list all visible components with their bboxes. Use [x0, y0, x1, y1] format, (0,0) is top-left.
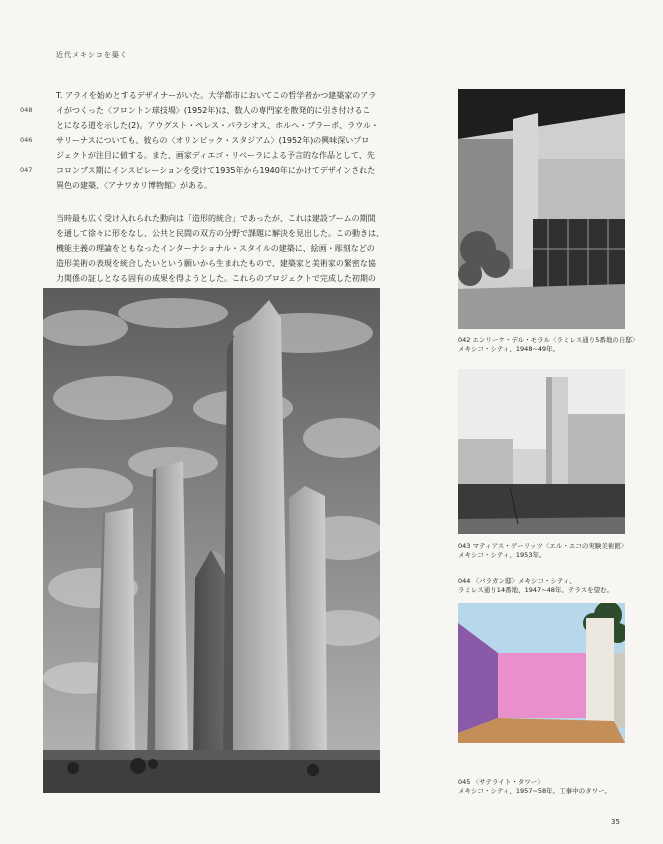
caption-line: 043 マティアス・ゲーリッツ〈エル・エコの実験美術館〉 — [458, 542, 628, 550]
body-line: 当時最も広く受け入れられた動向は「造形的統合」であったが、これは建設ブームの期間 — [56, 214, 376, 223]
body-line: 機能主義の理論をともなったインターナショナル・スタイルの建築に、絵画・彫刻などの — [56, 244, 375, 253]
body-line: ジェクトが注目に値する。また、画家ディエゴ・リベーラによる予言的な作品として、先 — [56, 151, 375, 160]
caption-line: 044 〈バラガン邸〉メキシコ・シティ、 — [458, 577, 576, 585]
body-line: 造形美術の表現を統合したいという願いから生まれたもので、建築家と美術家の緊密な協 — [56, 259, 376, 268]
satellite-towers-photo — [43, 288, 380, 793]
caption-043 — [458, 542, 648, 560]
caption-line: メキシコ・シティ、1948~49年。 — [458, 345, 560, 353]
caption-line: メキシコ・シティ、1957~58年。工事中のタワー。 — [458, 787, 611, 795]
running-title: 近代メキシコを築く — [56, 51, 128, 59]
caption-line: ラミレス通り14番地、1947~48年。テラスを望む。 — [458, 586, 614, 594]
body-line: T. アライを始めとするデザイナーがいた。大学都市においてこの哲学者かつ建築家のアラ — [56, 91, 377, 100]
figure-ref-046: 046 — [20, 136, 33, 144]
body-line: とになる道を示した(2)。アウグスト・ペレス・パラシオス、ホルヘ・ブラーボ、ラウル・ — [56, 121, 379, 130]
body-line: を通して徐々に形をなし、公共と民間の双方の分野で課題に解決を見出した。この動きは、 — [56, 229, 384, 238]
body-line: コロンブス期にインスピレーションを受けて1935年から1940年にかけてデザインされた — [56, 166, 376, 175]
body-line: 異色の建築、〈アナワカリ博物館〉がある。 — [56, 181, 212, 190]
barragan-terrace-photo — [458, 603, 625, 743]
figure-ref-047: 047 — [20, 166, 33, 174]
body-text — [56, 88, 390, 286]
caption-line: 042 エンリーケ・デル・モラル〈ラミレス通り5番地の自邸〉 — [458, 336, 639, 344]
page-number: 35 — [611, 818, 620, 826]
el-eco-museum-photo — [458, 369, 625, 534]
del-moral-house-photo — [458, 89, 625, 329]
caption-line: メキシコ・シティ、1953年。 — [458, 551, 546, 559]
caption-042 — [458, 336, 648, 354]
body-line: イがつくった〈フロントン球技場〉(1952年)は、数人の専門家を散発的に引き付けるこ — [56, 106, 371, 115]
caption-044 — [458, 577, 648, 595]
body-line: 力関係の証しとなる固有の成果を得ようとした。これらのプロジェクトで完成した初期の — [56, 274, 376, 283]
caption-045 — [458, 778, 648, 796]
caption-line: 045 〈サテライト・タワー〉 — [458, 778, 544, 786]
figure-ref-048: 048 — [20, 106, 33, 114]
figure-references — [20, 88, 48, 178]
body-line: サリーナスについても、彼らの〈オリンピック・スタジアム〉(1952年)の興味深いプロ — [56, 136, 370, 145]
